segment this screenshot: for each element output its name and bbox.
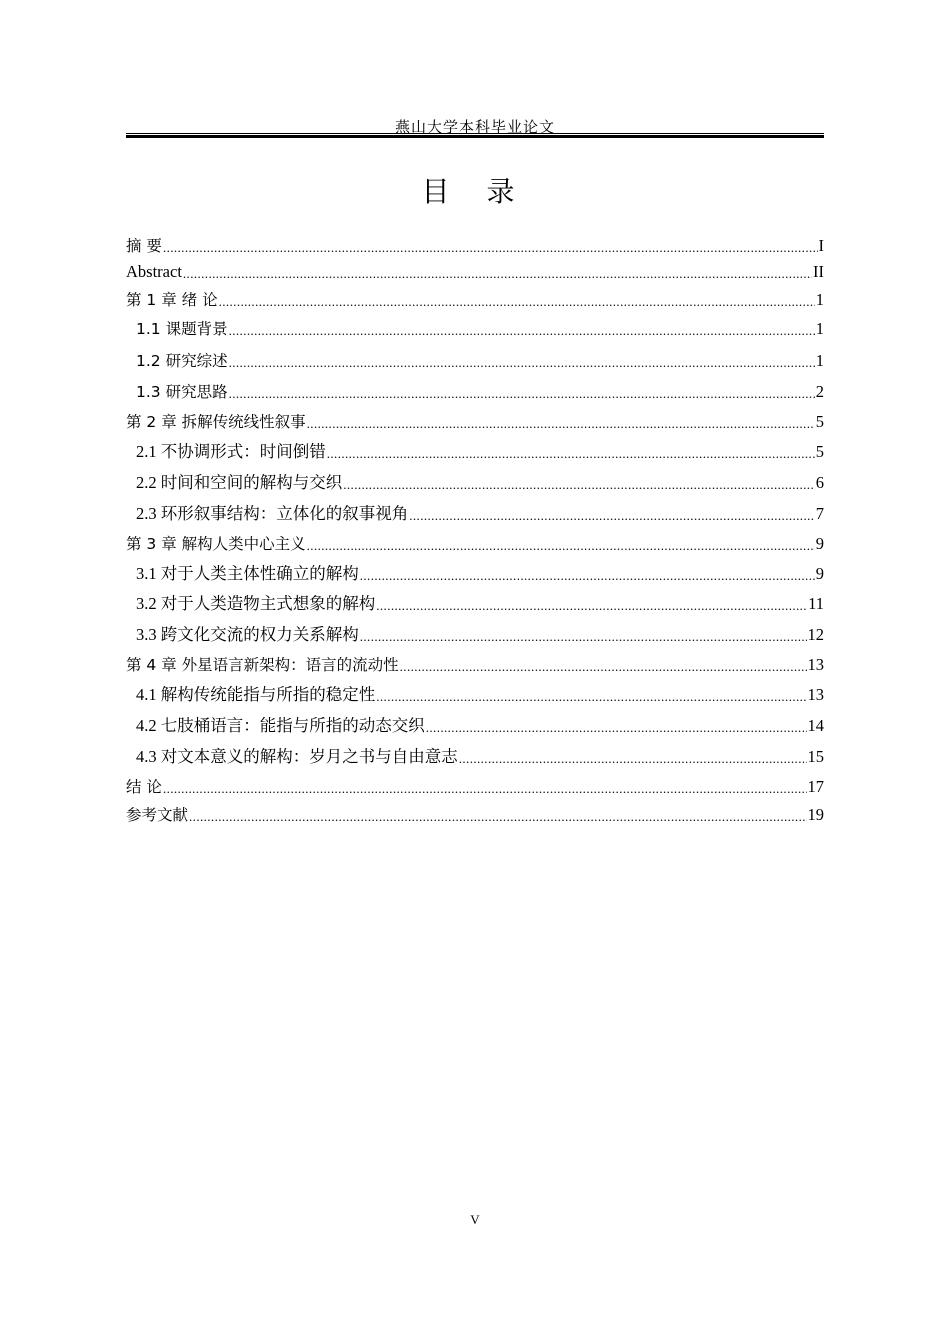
toc-entry-label: 4.1 解构传统能指与所指的稳定性: [136, 685, 376, 704]
toc-entry-page: 5: [815, 412, 824, 431]
toc-entry-abstract-en[interactable]: [126, 258, 824, 282]
toc-entry-chapter-3[interactable]: [126, 530, 824, 554]
toc-leader-dots: [376, 689, 806, 705]
toc-entry-page: I: [818, 236, 824, 255]
toc-entry-label: 1.3 研究思路: [136, 383, 228, 401]
toc-entry-page: 17: [807, 777, 824, 796]
toc-entry-label: 3.3 跨文化交流的权力关系解构: [136, 625, 359, 644]
toc-entry-page: 12: [807, 625, 824, 644]
toc-leader-dots: [360, 568, 815, 584]
toc-leader-dots: [360, 629, 807, 645]
toc-entry-page: 15: [807, 747, 824, 766]
toc-leader-dots: [189, 809, 806, 825]
toc-entry-page: 5: [815, 442, 824, 461]
toc-entry-page: 1: [815, 290, 824, 309]
toc-leader-dots: [219, 294, 815, 310]
toc-leader-dots: [400, 659, 807, 675]
toc-entry-2-1[interactable]: [136, 438, 824, 462]
toc-entry-4-3[interactable]: [136, 743, 824, 767]
toc-entry-page: 19: [807, 805, 824, 824]
toc-leader-dots: [376, 598, 807, 614]
toc-entry-page: 1: [815, 319, 824, 338]
toc-entry-label: Abstract: [126, 262, 182, 281]
toc-entry-label: 参考文献: [126, 806, 189, 824]
toc-entry-label: 2.1 不协调形式：时间倒错: [136, 442, 326, 461]
toc-leader-dots: [183, 266, 812, 282]
toc-entry-label: 1.1 课题背景: [136, 320, 228, 338]
toc-entry-label: 4.3 对文本意义的解构：岁月之书与自由意志: [136, 747, 458, 766]
toc-entry-label: 第 3 章 解构人类中心主义: [126, 535, 306, 553]
toc-leader-dots: [409, 508, 815, 524]
toc-leader-dots: [343, 477, 815, 493]
toc-entry-3-1[interactable]: [136, 560, 824, 584]
toc-entry-label: 4.2 七肢桶语言：能指与所指的动态交织: [136, 716, 425, 735]
toc-entry-label: 3.1 对于人类主体性确立的解构: [136, 564, 359, 583]
toc-entry-chapter-1[interactable]: [126, 286, 824, 310]
toc-entry-1-1[interactable]: [136, 315, 824, 339]
toc-entry-4-2[interactable]: [136, 712, 824, 736]
toc-entry-2-3[interactable]: [136, 500, 824, 524]
toc-entry-page: 9: [815, 564, 824, 583]
toc-leader-dots: [327, 446, 815, 462]
toc-entry-label: 1.2 研究综述: [136, 352, 228, 370]
toc-entry-3-2[interactable]: [136, 590, 824, 614]
toc-leader-dots: [163, 781, 807, 797]
toc-entry-page: 2: [815, 382, 824, 401]
toc-entry-1-3[interactable]: [136, 378, 824, 402]
toc-leader-dots: [307, 416, 815, 432]
toc-entry-page: 13: [807, 685, 824, 704]
toc-entry-page: 6: [815, 473, 824, 492]
toc-entry-label: 2.3 环形叙事结构：立体化的叙事视角: [136, 504, 409, 523]
toc-entry-page: 1: [815, 351, 824, 370]
toc-leader-dots: [229, 323, 815, 339]
toc-entry-label: 结 论: [126, 778, 162, 796]
toc-entry-chapter-4[interactable]: [126, 651, 824, 675]
toc-entry-page: 7: [815, 504, 824, 523]
toc-leader-dots: [163, 240, 818, 256]
toc-entry-conclusion[interactable]: [126, 773, 824, 797]
page-title: 目 录: [421, 175, 529, 208]
toc-entry-page: 14: [807, 716, 824, 735]
toc-leader-dots: [426, 720, 807, 736]
header-title: 燕山大学本科毕业论文: [394, 120, 555, 136]
toc-entry-3-3[interactable]: [136, 621, 824, 645]
toc-entry-label: 第 2 章 拆解传统线性叙事: [126, 413, 306, 431]
toc-entry-label: 第 1 章 绪 论: [126, 291, 218, 309]
header-rule-thick: [126, 135, 824, 138]
toc-leader-dots: [229, 386, 815, 402]
toc-entry-label: 摘 要: [126, 237, 162, 255]
toc-entry-page: II: [813, 262, 824, 281]
toc-entry-page: 11: [808, 594, 824, 613]
toc-entry-2-2[interactable]: [136, 469, 824, 493]
toc-entry-references[interactable]: [126, 801, 824, 825]
header-rule-thin: [126, 133, 824, 134]
toc-entry-chapter-2[interactable]: [126, 408, 824, 432]
toc-leader-dots: [459, 751, 807, 767]
toc-leader-dots: [307, 538, 815, 554]
toc-entry-label: 第 4 章 外星语言新架构：语言的流动性: [126, 656, 399, 674]
toc-entry-4-1[interactable]: [136, 681, 824, 705]
page-number: V: [470, 1212, 480, 1227]
toc-entry-label: 2.2 时间和空间的解构与交织: [136, 473, 343, 492]
toc-leader-dots: [229, 355, 815, 371]
toc-entry-page: 9: [815, 534, 824, 553]
toc-entry-1-2[interactable]: [136, 347, 824, 371]
toc-entry-page: 13: [807, 655, 824, 674]
toc-entry-label: 3.2 对于人类造物主式想象的解构: [136, 594, 376, 613]
toc-entry-abstract-cn[interactable]: [126, 232, 824, 256]
